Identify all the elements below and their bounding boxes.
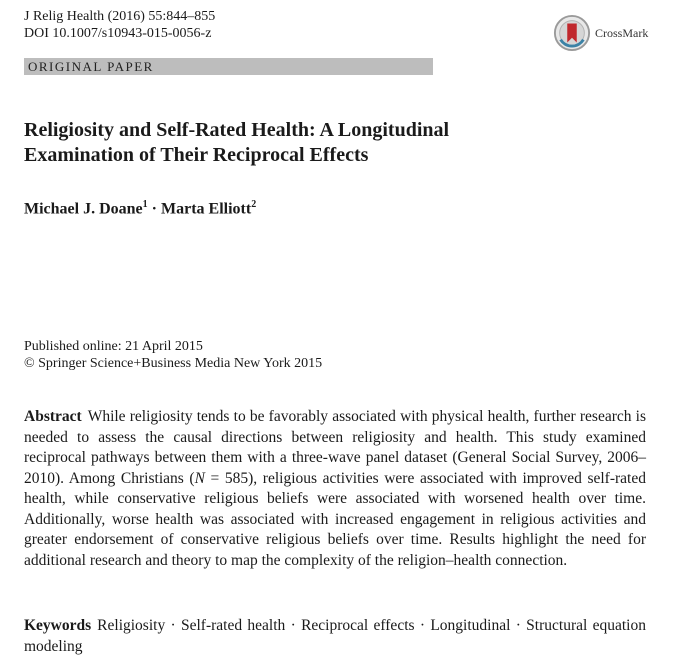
paper-title bbox=[24, 118, 624, 168]
abstract-text: While religiosity tends to be favorably associated with physical health, further research is needed to assess the causal directions between religiosity and health. This study examined reciprocal pathways between them with a three-wave panel dataset (General Social Survey, 2006–2010). Among Christians ( bbox=[24, 408, 646, 487]
crossmark-icon bbox=[553, 14, 591, 52]
abstract bbox=[24, 407, 646, 571]
title-line-1: Religiosity and Self-Rated Health: A Longitudinal bbox=[24, 119, 450, 141]
section-label: ORIGINAL PAPER bbox=[24, 58, 433, 75]
author-list bbox=[24, 199, 256, 218]
abstract-n-symbol: N bbox=[194, 469, 205, 487]
keywords-label: Keywords bbox=[24, 617, 92, 634]
copyright-notice: © Springer Science+Business Media New York 2015 bbox=[24, 356, 323, 371]
author-name[interactable]: Michael J. Doane bbox=[24, 200, 143, 218]
author-separator: · bbox=[147, 200, 161, 218]
journal-citation: J Relig Health (2016) 55:844–855 bbox=[24, 9, 216, 24]
keywords bbox=[24, 616, 646, 657]
keywords-text: Religiosity · Self-rated health · Reciprocal effects · Longitudinal · Structural equation modeling bbox=[24, 617, 646, 655]
title-line-2: Examination of Their Reciprocal Effects bbox=[24, 144, 369, 166]
publication-info bbox=[24, 338, 322, 372]
abstract-label: Abstract bbox=[24, 408, 82, 425]
citation-header bbox=[24, 8, 215, 42]
doi[interactable]: DOI 10.1007/s10943-015-0056-z bbox=[24, 26, 212, 41]
author-affiliation-marker: 2 bbox=[251, 199, 257, 210]
abstract-text: = 585), religious activities were associated with improved self-rated health, while conservative religious beliefs were associated with worsened health over time. Additionally, worse health was associated with increased engagement in religious activities and greater endorsement of conservative religious beliefs over time. Results highlight the need for additional research and theory to map the complexity of the religion–health connection. bbox=[24, 469, 646, 569]
published-date: Published online: 21 April 2015 bbox=[24, 339, 203, 354]
crossmark-badge[interactable] bbox=[553, 13, 653, 53]
crossmark-label: CrossMark bbox=[595, 25, 649, 40]
author-name[interactable]: Marta Elliott bbox=[161, 200, 252, 218]
author-affiliation-marker: 1 bbox=[142, 199, 148, 210]
